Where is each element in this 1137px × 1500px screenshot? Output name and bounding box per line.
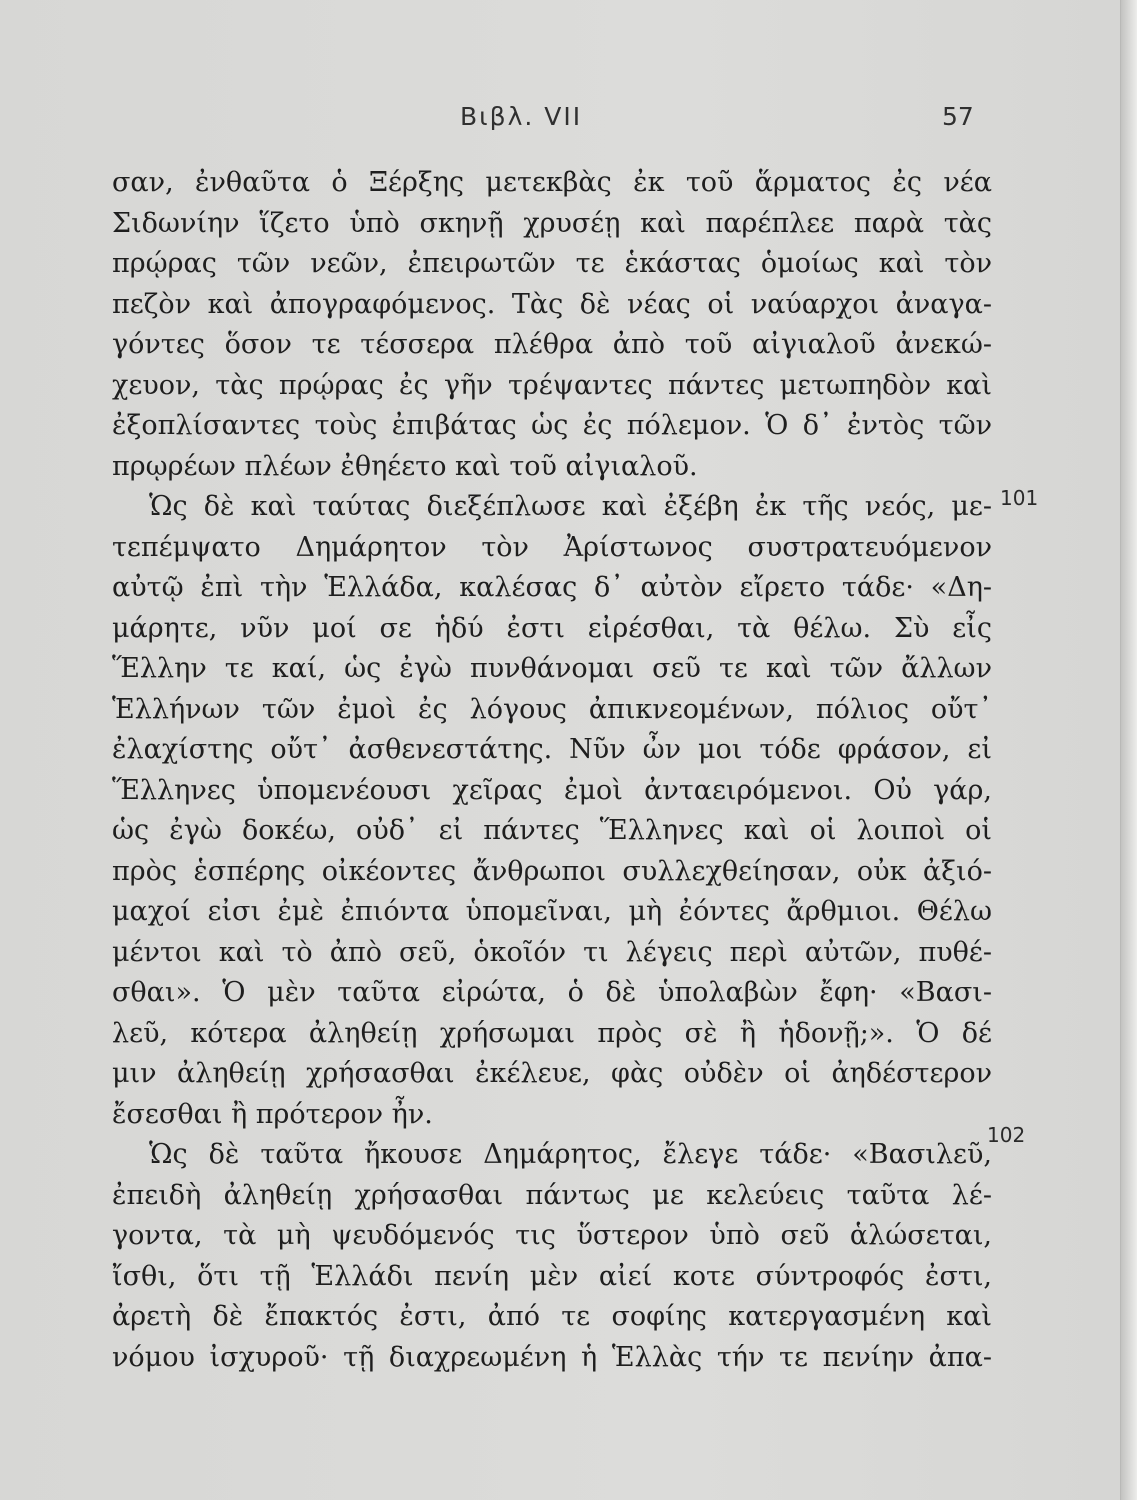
text-line: Ὡς δὲ καὶ ταύτας διεξέπλωσε καὶ ἐξέβη ἐκ τῆς νεός, με-	[149, 491, 992, 522]
text-line: γοντα, τὰ μὴ ψευδόμενός τις ὕστερον ὑπὸ σεῦ ἁλώσεται,	[112, 1220, 992, 1251]
text-line: ἀρετὴ δὲ ἔπακτός ἐστι, ἀπό τε σοφίης κατεργασμένη καὶ	[112, 1301, 992, 1332]
section-number-101: 101	[1000, 486, 1039, 510]
text-line: μαχοί εἰσι ἐμὲ ἐπιόντα ὑπομεῖναι, μὴ ἐόντες ἄρθμιοι. Θέλω	[112, 896, 992, 927]
text-line: Ὡς δὲ ταῦτα ἤκουσε Δημάρητος, ἔλεγε τάδε· «Βασιλεῦ,	[149, 1139, 992, 1170]
text-line: ἐξοπλίσαντες τοὺς ἐπιβάτας ὡς ἐς πόλεμον. Ὁ δ᾽ ἐντὸς τῶν	[112, 410, 992, 441]
running-head: Βιβλ. VII	[460, 102, 583, 131]
text-line: ἐλαχίστης οὔτ᾽ ἀσθενεστάτης. Νῦν ὦν μοι τόδε φράσον, εἰ	[112, 734, 992, 765]
text-line: αὐτῷ ἐπὶ τὴν Ἑλλάδα, καλέσας δ᾽ αὐτὸν εἴρετο τάδε· «Δη-	[112, 572, 992, 603]
text-line: ὡς ἐγὼ δοκέω, οὐδ᾽ εἰ πάντες Ἕλληνες καὶ οἱ λοιποὶ οἱ	[112, 815, 992, 846]
text-line: ἐπειδὴ ἀληθείῃ χρήσασθαι πάντως με κελεύεις ταῦτα λέ-	[112, 1179, 992, 1211]
text-line: πεζὸν καὶ ἀπογραφόμενος. Τὰς δὲ νέας οἱ ναύαρχοι ἀναγα-	[112, 288, 992, 320]
text-line: λεῦ, κότερα ἀληθείῃ χρήσωμαι πρὸς σὲ ἢ ἡδονῇ;». Ὁ δέ	[112, 1017, 992, 1049]
text-line: μάρητε, νῦν μοί σε ἡδύ ἐστι εἰρέσθαι, τὰ θέλω. Σὺ εἶς	[112, 612, 992, 644]
text-line: γόντες ὅσον τε τέσσερα πλέθρα ἀπὸ τοῦ αἰγιαλοῦ ἀνεκώ-	[112, 329, 992, 360]
text-line: ἴσθι, ὅτι τῇ Ἑλλάδι πενίη μὲν αἰεί κοτε σύντροφός ἐστι,	[112, 1260, 992, 1292]
text-line: Ἕλληνες ὑπομενέουσι χεῖρας ἐμοὶ ἀνταειρόμενοι. Οὐ γάρ,	[112, 774, 992, 806]
page-number: 57	[942, 102, 974, 131]
body-text	[112, 163, 992, 1378]
paragraph-1	[112, 163, 992, 487]
section-number-102: 102	[987, 1123, 1026, 1147]
text-line: χευον, τὰς πρῴρας ἐς γῆν τρέψαντες πάντες μετωπηδὸν καὶ	[112, 369, 992, 401]
text-line: νόμου ἰσχυροῦ· τῇ διαχρεωμένη ἡ Ἑλλὰς τήν τε πενίην ἀπα-	[112, 1341, 992, 1373]
text-line: σαν, ἐνθαῦτα ὁ Ξέρξης μετεκβὰς ἐκ τοῦ ἅρματος ἐς νέα	[112, 167, 992, 198]
text-line: Σιδωνίην ἵζετο ὑπὸ σκηνῇ χρυσέῃ καὶ παρέπλεε παρὰ τὰς	[112, 207, 992, 239]
paragraph-2	[112, 487, 992, 1135]
paragraph-3	[112, 1135, 992, 1378]
text-line: τεπέμψατο Δημάρητον τὸν Ἀρίστωνος συστρατευόμενον	[112, 531, 992, 563]
text-line: Ἑλλήνων τῶν ἐμοὶ ἐς λόγους ἀπικνεομένων, πόλιος οὔτ᾽	[112, 693, 992, 725]
page-header	[0, 102, 1121, 142]
page-edge	[1120, 0, 1137, 1500]
text-line: ἔσεσθαι ἢ πρότερον ἦν.	[112, 1098, 433, 1130]
text-line: Ἕλλην τε καί, ὡς ἐγὼ πυνθάνομαι σεῦ τε καὶ τῶν ἄλλων	[112, 653, 992, 684]
text-line: πρὸς ἑσπέρης οἰκέοντες ἄνθρωποι συλλεχθείησαν, οὐκ ἀξιό-	[112, 855, 992, 887]
text-line: μέντοι καὶ τὸ ἀπὸ σεῦ, ὁκοῖόν τι λέγεις περὶ αὐτῶν, πυθέ-	[112, 936, 992, 968]
text-line: μιν ἀληθείῃ χρήσασθαι ἐκέλευε, φὰς οὐδὲν οἱ ἀηδέστερον	[112, 1058, 992, 1089]
text-line: πρῳρέων πλέων ἐθηέετο καὶ τοῦ αἰγιαλοῦ.	[112, 450, 698, 482]
text-line: σθαι». Ὁ μὲν ταῦτα εἰρώτα, ὁ δὲ ὑπολαβὼν ἔφη· «Βασι-	[112, 977, 992, 1008]
text-line: πρῴρας τῶν νεῶν, ἐπειρωτῶν τε ἑκάστας ὁμοίως καὶ τὸν	[112, 248, 992, 279]
